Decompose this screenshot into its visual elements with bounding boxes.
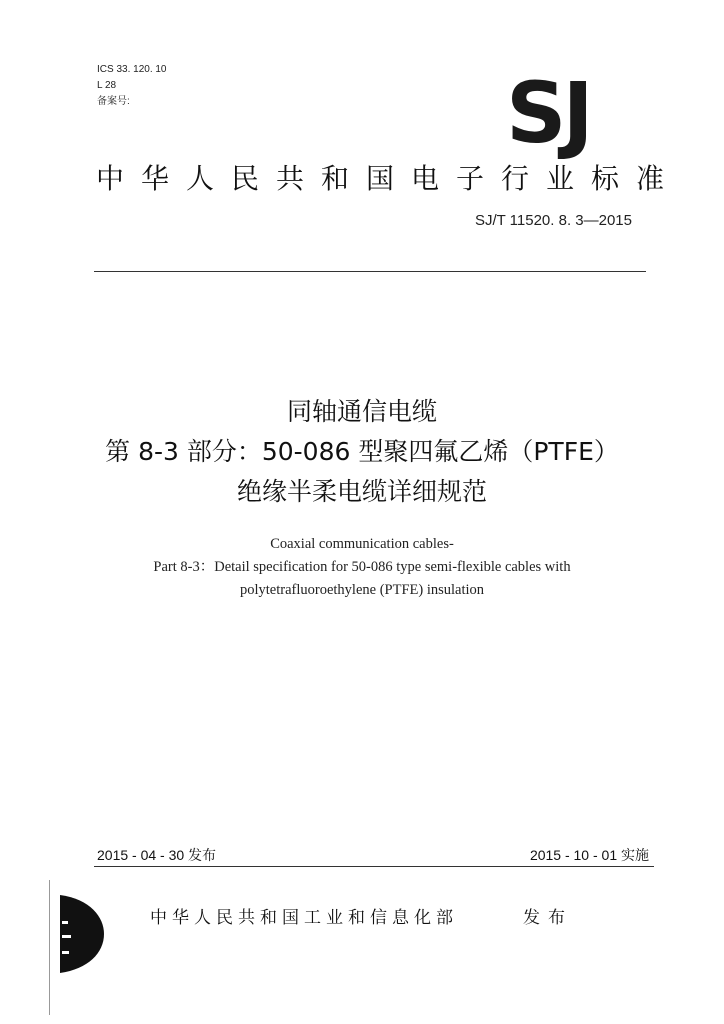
title-en-line1: Coaxial communication cables-: [270, 536, 454, 552]
footer-divider: [94, 866, 654, 867]
standard-meta-block: [97, 62, 167, 110]
publisher-name: 中华人民共和国工业和信息化部: [150, 908, 458, 928]
implementation-date: 2015 - 10 - 01 实施: [529, 847, 649, 863]
title-cn-line2: 第 8-3 部分：50-086 型聚四氟乙烯（PTFE）: [105, 437, 619, 466]
title-en-line3: polytetrafluoroethylene (PTFE) insulation: [239, 582, 485, 598]
sj-logo: SJ: [506, 64, 590, 162]
title-en-line2: Part 8-3：Detail specification for 50-086 type semi-flexible cables with: [153, 559, 571, 575]
standard-number: SJ/T 11520. 8. 3—2015: [474, 212, 632, 229]
title-cn-line3: 绝缘半柔电缆详细规范: [236, 477, 487, 506]
title-cn-line1: 同轴通信电缆: [286, 397, 437, 426]
scan-edge-line: [49, 880, 50, 1015]
issue-label: 发布: [523, 908, 573, 928]
header-divider: [94, 271, 646, 272]
industry-standard-heading: 中华人民共和国电子行业标准: [96, 162, 682, 195]
ics-code: ICS 33. 120. 10: [97, 64, 167, 75]
ccs-code: L 28: [97, 80, 117, 91]
record-number-label: 备案号:: [97, 96, 130, 107]
ministry-seal-icon: [60, 895, 104, 973]
issue-date: 2015 - 04 - 30 发布: [97, 847, 217, 863]
